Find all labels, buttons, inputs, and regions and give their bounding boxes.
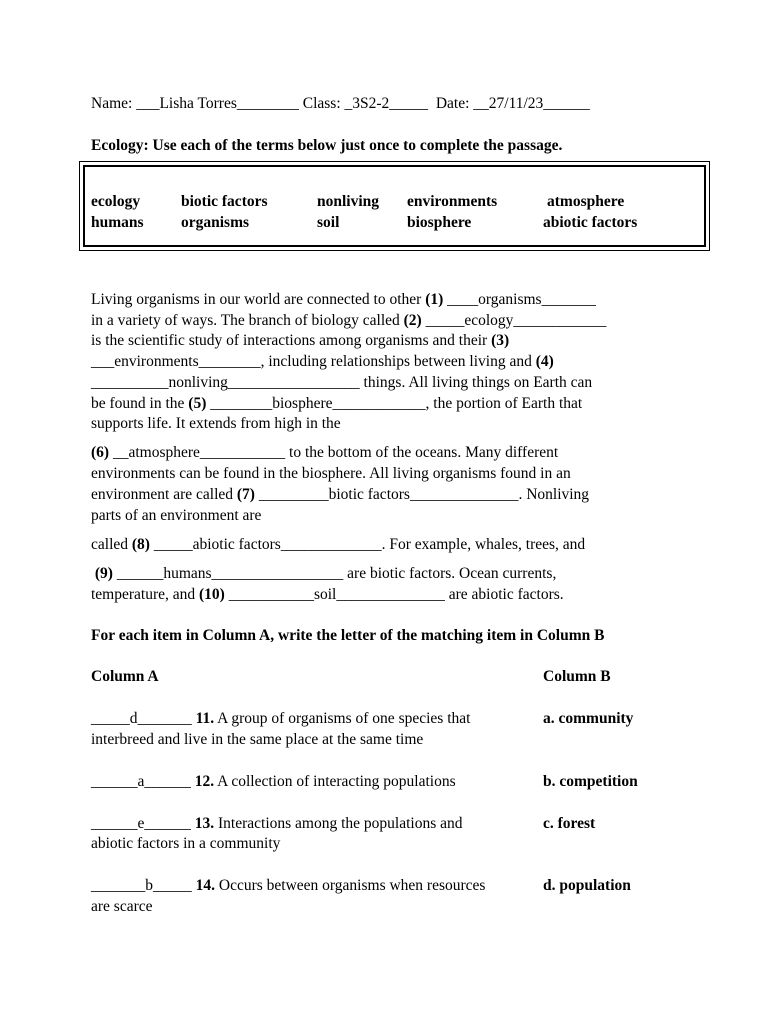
passage-line-1: Living organisms in our world are connected to other (1) ____organisms_______	[91, 291, 596, 308]
match-answer-11[interactable]: _____d_______	[91, 710, 196, 727]
column-b-header: Column B	[543, 668, 611, 685]
passage-line-12: called (8) _____abiotic factors_____________. For example, whales, trees, and	[91, 536, 586, 553]
blank-answer-8[interactable]: _____abiotic factors_____________. For example, whales, trees, and	[149, 536, 586, 553]
blank-answer-5[interactable]: ________biosphere____________, the portion of Earth that	[206, 395, 583, 412]
match-answer-13[interactable]: ______e______	[91, 815, 195, 832]
term-atmosphere: atmosphere	[547, 193, 625, 210]
match-item-11-cont: interbreed and live in the same place at the same time	[91, 731, 424, 748]
blank-answer-7[interactable]: _________biotic factors______________. Nonliving	[254, 486, 590, 503]
passage-line-13	[91, 564, 556, 584]
passage-line-14: temperature, and (10) ___________soil______________ are abiotic factors.	[91, 586, 564, 603]
match-item-12: ______a______ 12. A collection of interacting populations	[91, 773, 456, 790]
passage-line-2: in a variety of ways. The branch of biology called (2) _____ecology____________	[91, 312, 607, 329]
blank-number-10: (10)	[199, 586, 225, 603]
blank-answer-4[interactable]: __________nonliving_________________ things. All living things on Earth can	[91, 374, 593, 391]
term-abiotic-factors: abiotic factors	[543, 214, 638, 231]
term-biotic-factors: biotic factors	[181, 193, 268, 210]
instructions-matching: For each item in Column A, write the letter of the matching item in Column B	[91, 627, 605, 644]
blank-number-9: (9)	[91, 565, 113, 582]
blank-number-6: (6)	[91, 444, 110, 461]
blank-answer-3[interactable]: ___environments________, including relationships between living and	[91, 353, 536, 370]
name-label: Name:	[91, 95, 137, 112]
header-line	[91, 94, 590, 114]
instructions-ecology: Ecology: Use each of the terms below just once to complete the passage.	[91, 137, 563, 154]
class-label: Class:	[298, 95, 345, 112]
passage-line-11: parts of an environment are	[91, 507, 262, 524]
column-b-item-d: d. population	[543, 877, 631, 894]
blank-number-7: (7)	[236, 486, 255, 503]
term-humans: humans	[91, 214, 144, 231]
term-environments: environments	[407, 193, 498, 210]
blank-answer-10[interactable]: ___________soil______________ are abiotic factors.	[224, 586, 564, 603]
name-field[interactable]: ___Lisha Torres________	[136, 95, 299, 112]
column-b-item-b: b. competition	[543, 773, 638, 790]
passage-line-6: be found in the (5) ________biosphere____________, the portion of Earth that	[91, 395, 583, 412]
passage-line-9: environments can be found in the biosphere. All living organisms found in an	[91, 465, 571, 482]
date-field[interactable]: __27/11/23______	[473, 95, 590, 112]
match-item-13-cont: abiotic factors in a community	[91, 835, 281, 852]
passage-line-5	[91, 373, 592, 393]
blank-answer-9[interactable]: ______humans_________________ are biotic factors. Ocean currents,	[112, 565, 557, 582]
term-ecology: ecology	[91, 193, 141, 210]
term-organisms: organisms	[181, 214, 250, 231]
blank-answer-1[interactable]: ____organisms_______	[443, 291, 596, 308]
blank-number-4: (4)	[535, 353, 554, 370]
passage-line-3: is the scientific study of interactions among organisms and their (3)	[91, 332, 510, 349]
blank-number-8: (8)	[131, 536, 150, 553]
match-answer-14[interactable]: _______b_____	[91, 877, 196, 894]
blank-number-2: (2)	[403, 312, 422, 329]
term-biosphere: biosphere	[407, 214, 472, 231]
blank-answer-6[interactable]: __atmosphere___________ to the bottom of the oceans. Many different	[109, 444, 559, 461]
term-soil: soil	[317, 214, 340, 231]
match-item-14-cont: are scarce	[91, 898, 153, 915]
passage-line-8	[91, 443, 558, 463]
class-field[interactable]: _3S2-2_____	[344, 95, 429, 112]
column-b-item-c: c. forest	[543, 815, 596, 832]
blank-number-1: (1)	[425, 291, 444, 308]
blank-answer-2[interactable]: _____ecology____________	[421, 312, 607, 329]
term-nonliving: nonliving	[317, 193, 380, 210]
date-label: Date:	[428, 95, 474, 112]
match-answer-12[interactable]: ______a______	[91, 773, 195, 790]
blank-number-5: (5)	[188, 395, 207, 412]
column-a-header: Column A	[91, 668, 159, 685]
match-item-13: ______e______ 13. Interactions among the populations and	[91, 815, 463, 832]
passage-line-4	[91, 352, 554, 372]
match-item-11: _____d_______ 11. A group of organisms of one species that	[91, 710, 471, 727]
blank-number-3: (3)	[491, 332, 510, 349]
column-b-item-a: a. community	[543, 710, 634, 727]
passage-line-10: environment are called (7) _________biotic factors______________. Nonliving	[91, 486, 590, 503]
passage-line-7: supports life. It extends from high in the	[91, 415, 341, 432]
match-item-14: _______b_____ 14. Occurs between organisms when resources	[91, 877, 486, 894]
